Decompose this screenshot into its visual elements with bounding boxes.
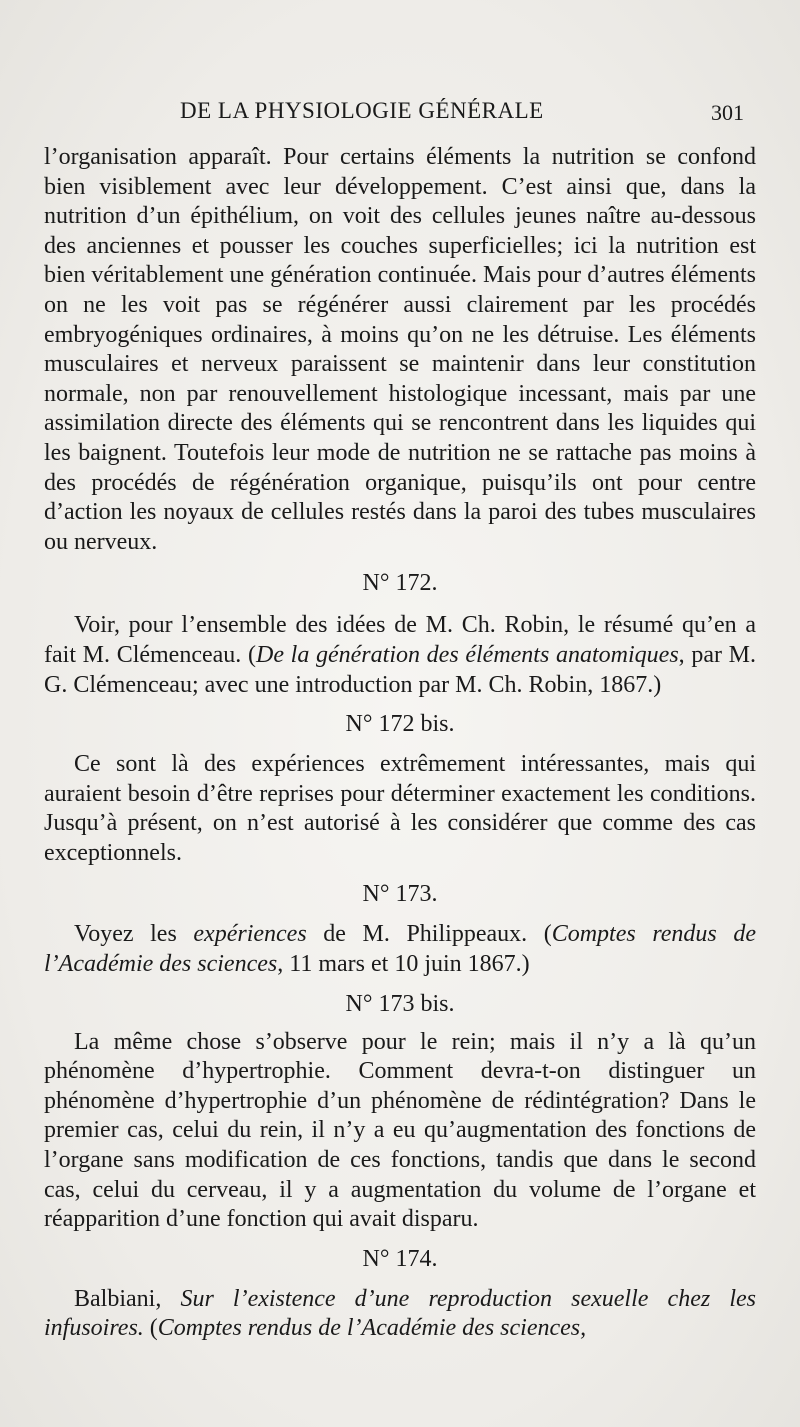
paragraph-continuation: l’organisation apparaît. Pour certains éléments la nutrition se confond bien visiblement avec leur développement. C’est ainsi que, dans la nutrition d’un épithélium, on voit des cellules jeunes naître au-dessous des anciennes et pousser les couches superficielles; ici la nutrition est bien véritablement une génération continuée. Mais pour d’autres éléments on ne les voit pas se régénérer aussi clairement par les procédés embryogéniques ordinaires, à moins qu’on ne les détruise. Les éléments musculaires et nerveux paraissent se maintenir dans leur constitution normale, non par renouvellement histologique incessant, mais par une assimilation directe des éléments qui se rencontrent dans les liquides qui les baignent. Toutefois leur mode de nutrition ne se rattache pas moins à des procédés de régénération organique, puisqu’ils ont pour centre d’action les noyaux de cellules restés dans la paroi des tubes musculaires ou nerveux. [44,144,756,555]
note-172-bis-paragraph: Ce sont là des expériences extrêmement intéressantes, mais qui auraient besoin d’être reprises pour déterminer exactement les conditions. Jusqu’à présent, on n’est autorisé à les considérer que comme des cas exceptionnels. [44,751,756,866]
note-heading-173: N° 173. [362,881,438,908]
note-173-experiences: expériences [193,921,307,948]
note-174-author: Balbiani, [74,1285,181,1312]
note-heading-174: N° 174. [362,1245,438,1272]
note-174-paragraph [44,1285,756,1344]
note-174-title: Sur l’existence d’une reproduction sexuelle chez les infusoires. [44,1285,756,1342]
page-body [44,143,756,1344]
note-173-bis-paragraph: La même chose s’observe pour le rein; mais il n’y a là qu’un phénomène d’hypertrophie. Comment devra-t-on distinguer un phénomène d’hypertrophie d’un phénomène de rédintégration? Dans le premier cas, celui du rein, il n’y a eu qu’augmentation des fonctions de l’organe sans modification de ces fonctions, tandis que dans le second cas, celui du cerveau, il y a augmentation du volume de l’organe et réapparition d’une fonction qui avait disparu. [44,1028,756,1233]
note-173-text-c: de M. Philippeaux. ( [306,921,552,948]
page-number: 301 [711,100,744,125]
note-173-text-a: Voyez les [74,921,194,948]
note-173-journal: Comptes rendus de l’Académie des sciences [44,921,757,978]
note-heading-172: N° 172. [362,570,438,597]
note-173-text-e: , 11 mars et 10 juin 1867.) [277,951,530,978]
note-172-text-a: Voir, pour l’ensemble des idées de M. Ch. Robin, le résumé qu’en a fait M. Clémenceau. ( [44,612,756,668]
note-173-paragraph [44,920,756,979]
note-heading-172-bis: N° 172 bis. [345,711,455,738]
note-heading-173-bis: N° 173 bis. [345,990,455,1017]
running-head [44,98,744,132]
note-172-title: De la génération des éléments anatomiques [255,641,679,668]
running-title: DE LA PHYSIOLOGIE GÉNÉRALE [180,98,544,123]
note-172-text-c: , par M. G. Clémenceau; avec une introduction par M. Ch. Robin, 1867.) [44,641,757,698]
note-172-paragraph [44,611,756,700]
note-174-text-c: ( [143,1315,158,1342]
note-174-journal: Comptes rendus de l’Académie des sciences, [157,1315,587,1342]
